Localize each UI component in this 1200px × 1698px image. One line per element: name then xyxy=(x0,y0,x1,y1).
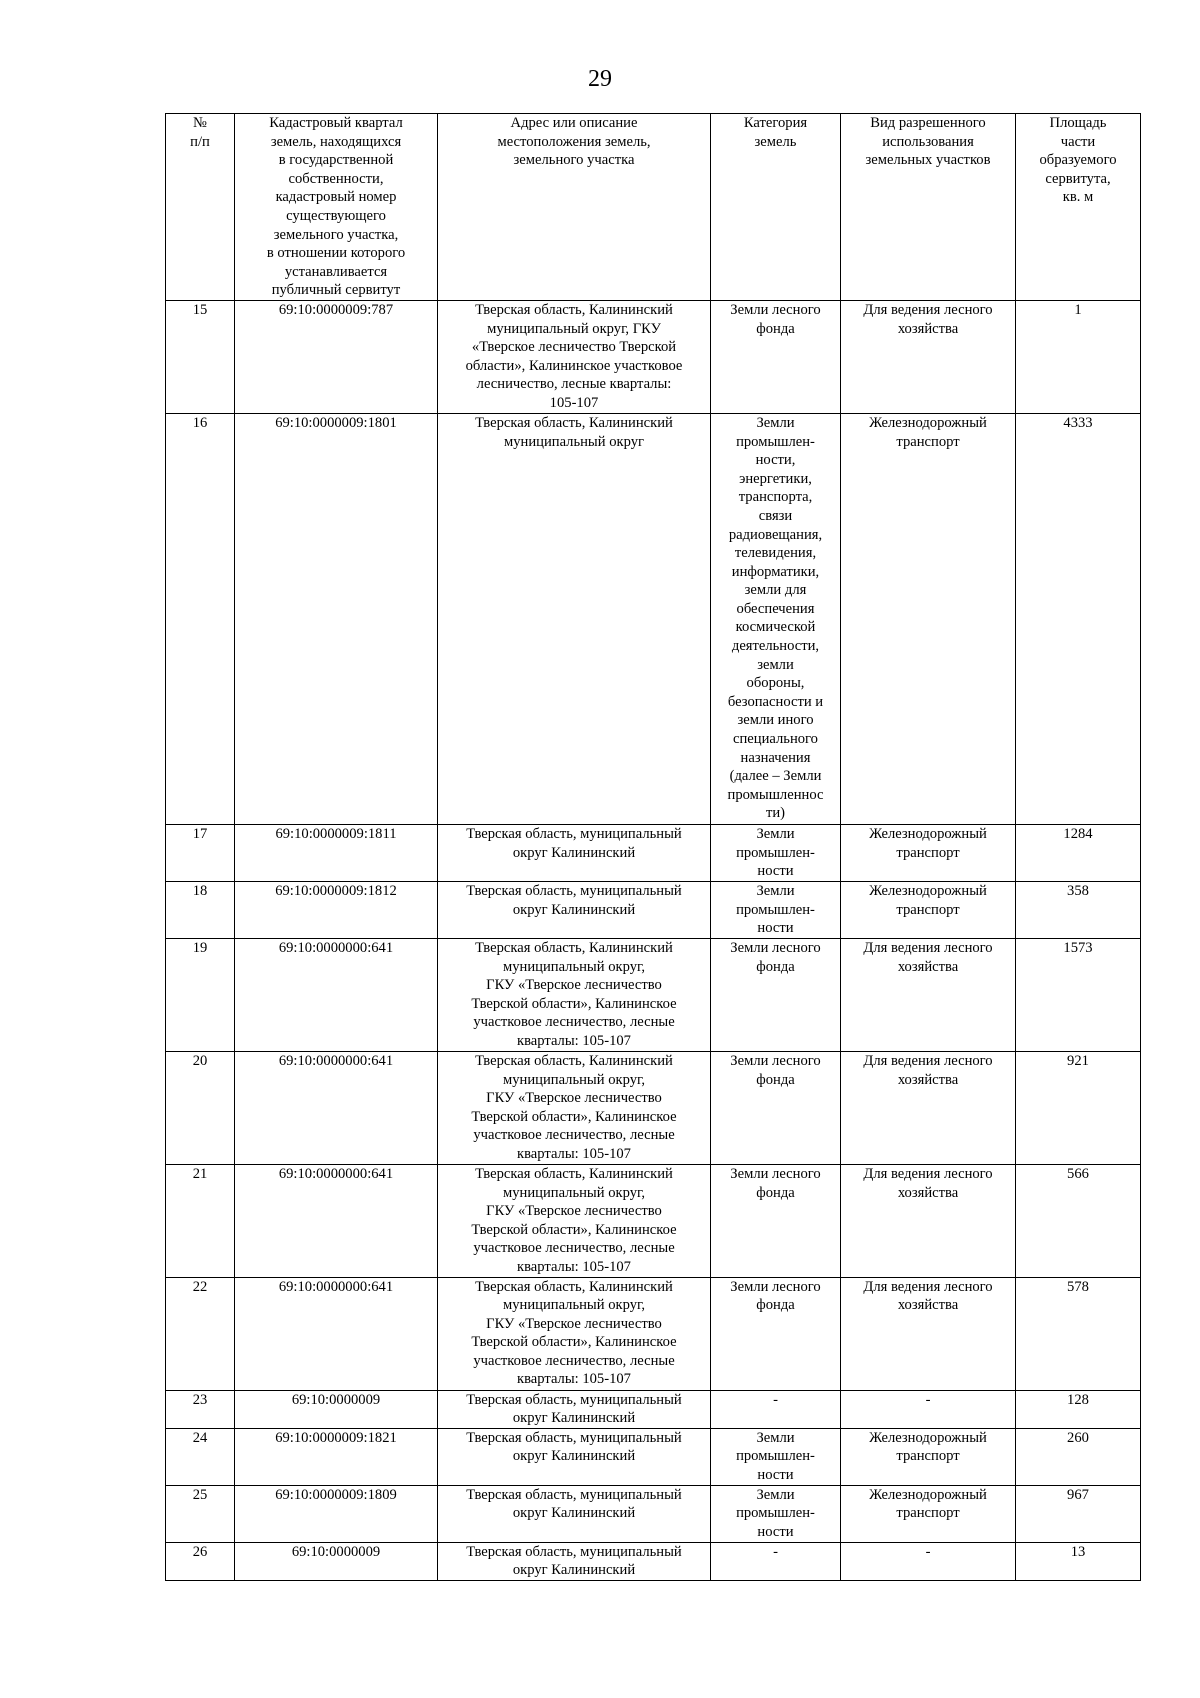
permitted-use: Железнодорожный транспорт xyxy=(841,824,1016,881)
land-category: Земли промышлен- ности xyxy=(711,881,841,938)
header-address: Адрес или описание местоположения земель, земельного участка xyxy=(438,114,711,301)
land-category: - xyxy=(711,1542,841,1580)
servitude-area: 260 xyxy=(1016,1428,1141,1485)
permitted-use: Железнодорожный транспорт xyxy=(841,413,1016,824)
row-number: 25 xyxy=(166,1485,235,1542)
table-row xyxy=(166,1390,1141,1428)
servitude-area: 578 xyxy=(1016,1277,1141,1390)
address: Тверская область, муниципальный округ Калининский xyxy=(438,881,711,938)
row-number: 19 xyxy=(166,938,235,1051)
row-number: 21 xyxy=(166,1164,235,1277)
row-number: 20 xyxy=(166,1051,235,1164)
land-category: Земли лесного фонда xyxy=(711,1277,841,1390)
row-number: 15 xyxy=(166,300,235,413)
table-row xyxy=(166,824,1141,881)
cadastral-number: 69:10:0000009:1812 xyxy=(235,881,438,938)
servitude-area: 1573 xyxy=(1016,938,1141,1051)
permitted-use: Железнодорожный транспорт xyxy=(841,1485,1016,1542)
servitude-area: 921 xyxy=(1016,1051,1141,1164)
servitude-area: 1284 xyxy=(1016,824,1141,881)
header-permitted-use: Вид разрешенного использования земельных участков xyxy=(841,114,1016,301)
table-row xyxy=(166,413,1141,824)
land-category: Земли промышлен- ности xyxy=(711,824,841,881)
cadastral-number: 69:10:0000009:1811 xyxy=(235,824,438,881)
row-number: 23 xyxy=(166,1390,235,1428)
cadastral-number: 69:10:0000009:1821 xyxy=(235,1428,438,1485)
address: Тверская область, Калининский муниципальный округ xyxy=(438,413,711,824)
table-row xyxy=(166,300,1141,413)
permitted-use: Для ведения лесного хозяйства xyxy=(841,938,1016,1051)
land-category: - xyxy=(711,1390,841,1428)
page-number: 29 xyxy=(588,66,612,92)
row-number: 16 xyxy=(166,413,235,824)
address: Тверская область, муниципальный округ Калининский xyxy=(438,1428,711,1485)
permitted-use: Для ведения лесного хозяйства xyxy=(841,1051,1016,1164)
land-category: Земли лесного фонда xyxy=(711,1164,841,1277)
servitude-area: 566 xyxy=(1016,1164,1141,1277)
header-number: № п/п xyxy=(166,114,235,301)
cadastral-number: 69:10:0000000:641 xyxy=(235,1277,438,1390)
header-category: Категория земель xyxy=(711,114,841,301)
table-body xyxy=(166,300,1141,1580)
header-area: Площадь части образуемого сервитута, кв. м xyxy=(1016,114,1141,301)
land-category: Земли промышлен- ности xyxy=(711,1485,841,1542)
table-row xyxy=(166,1428,1141,1485)
row-number: 24 xyxy=(166,1428,235,1485)
servitude-area: 13 xyxy=(1016,1542,1141,1580)
address: Тверская область, муниципальный округ Калининский xyxy=(438,1485,711,1542)
servitude-area: 967 xyxy=(1016,1485,1141,1542)
cadastral-number: 69:10:0000009 xyxy=(235,1390,438,1428)
row-number: 17 xyxy=(166,824,235,881)
table-row xyxy=(166,938,1141,1051)
permitted-use: Для ведения лесного хозяйства xyxy=(841,1164,1016,1277)
cadastral-number: 69:10:0000009:1801 xyxy=(235,413,438,824)
servitude-area: 1 xyxy=(1016,300,1141,413)
address: Тверская область, Калининский муниципальный округ, ГКУ «Тверское лесничество Тверской области», Калининское участковое лесничество, лесные кварталы: 105-107 xyxy=(438,1051,711,1164)
address: Тверская область, муниципальный округ Калининский xyxy=(438,1390,711,1428)
table-row xyxy=(166,1164,1141,1277)
row-number: 26 xyxy=(166,1542,235,1580)
permitted-use: - xyxy=(841,1390,1016,1428)
address: Тверская область, Калининский муниципальный округ, ГКУ «Тверское лесничество Тверской области», Калининское участковое лесничество, лесные кварталы: 105-107 xyxy=(438,300,711,413)
permitted-use: Для ведения лесного хозяйства xyxy=(841,1277,1016,1390)
cadastral-number: 69:10:0000000:641 xyxy=(235,938,438,1051)
servitude-table xyxy=(165,113,1141,1581)
header-cadastral: Кадастровый квартал земель, находящихся в государственной собственности, кадастровый номер существующего земельного участка, в отношении которого устанавливается публичный сервитут xyxy=(235,114,438,301)
land-category: Земли лесного фонда xyxy=(711,1051,841,1164)
permitted-use: Железнодорожный транспорт xyxy=(841,1428,1016,1485)
permitted-use: Для ведения лесного хозяйства xyxy=(841,300,1016,413)
address: Тверская область, Калининский муниципальный округ, ГКУ «Тверское лесничество Тверской области», Калининское участковое лесничество, лесные кварталы: 105-107 xyxy=(438,1277,711,1390)
cadastral-number: 69:10:0000000:641 xyxy=(235,1051,438,1164)
row-number: 22 xyxy=(166,1277,235,1390)
table-row xyxy=(166,881,1141,938)
cadastral-number: 69:10:0000000:641 xyxy=(235,1164,438,1277)
servitude-area: 128 xyxy=(1016,1390,1141,1428)
servitude-area: 358 xyxy=(1016,881,1141,938)
land-category: Земли промышлен- ности, энергетики, транспорта, связи радиовещания, телевидения, информатики, земли для обеспечения космической деятельности, земли обороны, безопасности и земли иного специального назначения (далее – Земли промышленнос ти) xyxy=(711,413,841,824)
cadastral-number: 69:10:0000009:1809 xyxy=(235,1485,438,1542)
address: Тверская область, Калининский муниципальный округ, ГКУ «Тверское лесничество Тверской области», Калининское участковое лесничество, лесные кварталы: 105-107 xyxy=(438,1164,711,1277)
land-category: Земли промышлен- ности xyxy=(711,1428,841,1485)
table-row xyxy=(166,1051,1141,1164)
land-category: Земли лесного фонда xyxy=(711,938,841,1051)
land-category: Земли лесного фонда xyxy=(711,300,841,413)
table-row xyxy=(166,1485,1141,1542)
row-number: 18 xyxy=(166,881,235,938)
permitted-use: - xyxy=(841,1542,1016,1580)
cadastral-number: 69:10:0000009 xyxy=(235,1542,438,1580)
table-header-row xyxy=(166,114,1141,301)
address: Тверская область, муниципальный округ Калининский xyxy=(438,824,711,881)
table-row xyxy=(166,1542,1141,1580)
address: Тверская область, муниципальный округ Калининский xyxy=(438,1542,711,1580)
address: Тверская область, Калининский муниципальный округ, ГКУ «Тверское лесничество Тверской области», Калининское участковое лесничество, лесные кварталы: 105-107 xyxy=(438,938,711,1051)
cadastral-number: 69:10:0000009:787 xyxy=(235,300,438,413)
permitted-use: Железнодорожный транспорт xyxy=(841,881,1016,938)
table-row xyxy=(166,1277,1141,1390)
servitude-area: 4333 xyxy=(1016,413,1141,824)
